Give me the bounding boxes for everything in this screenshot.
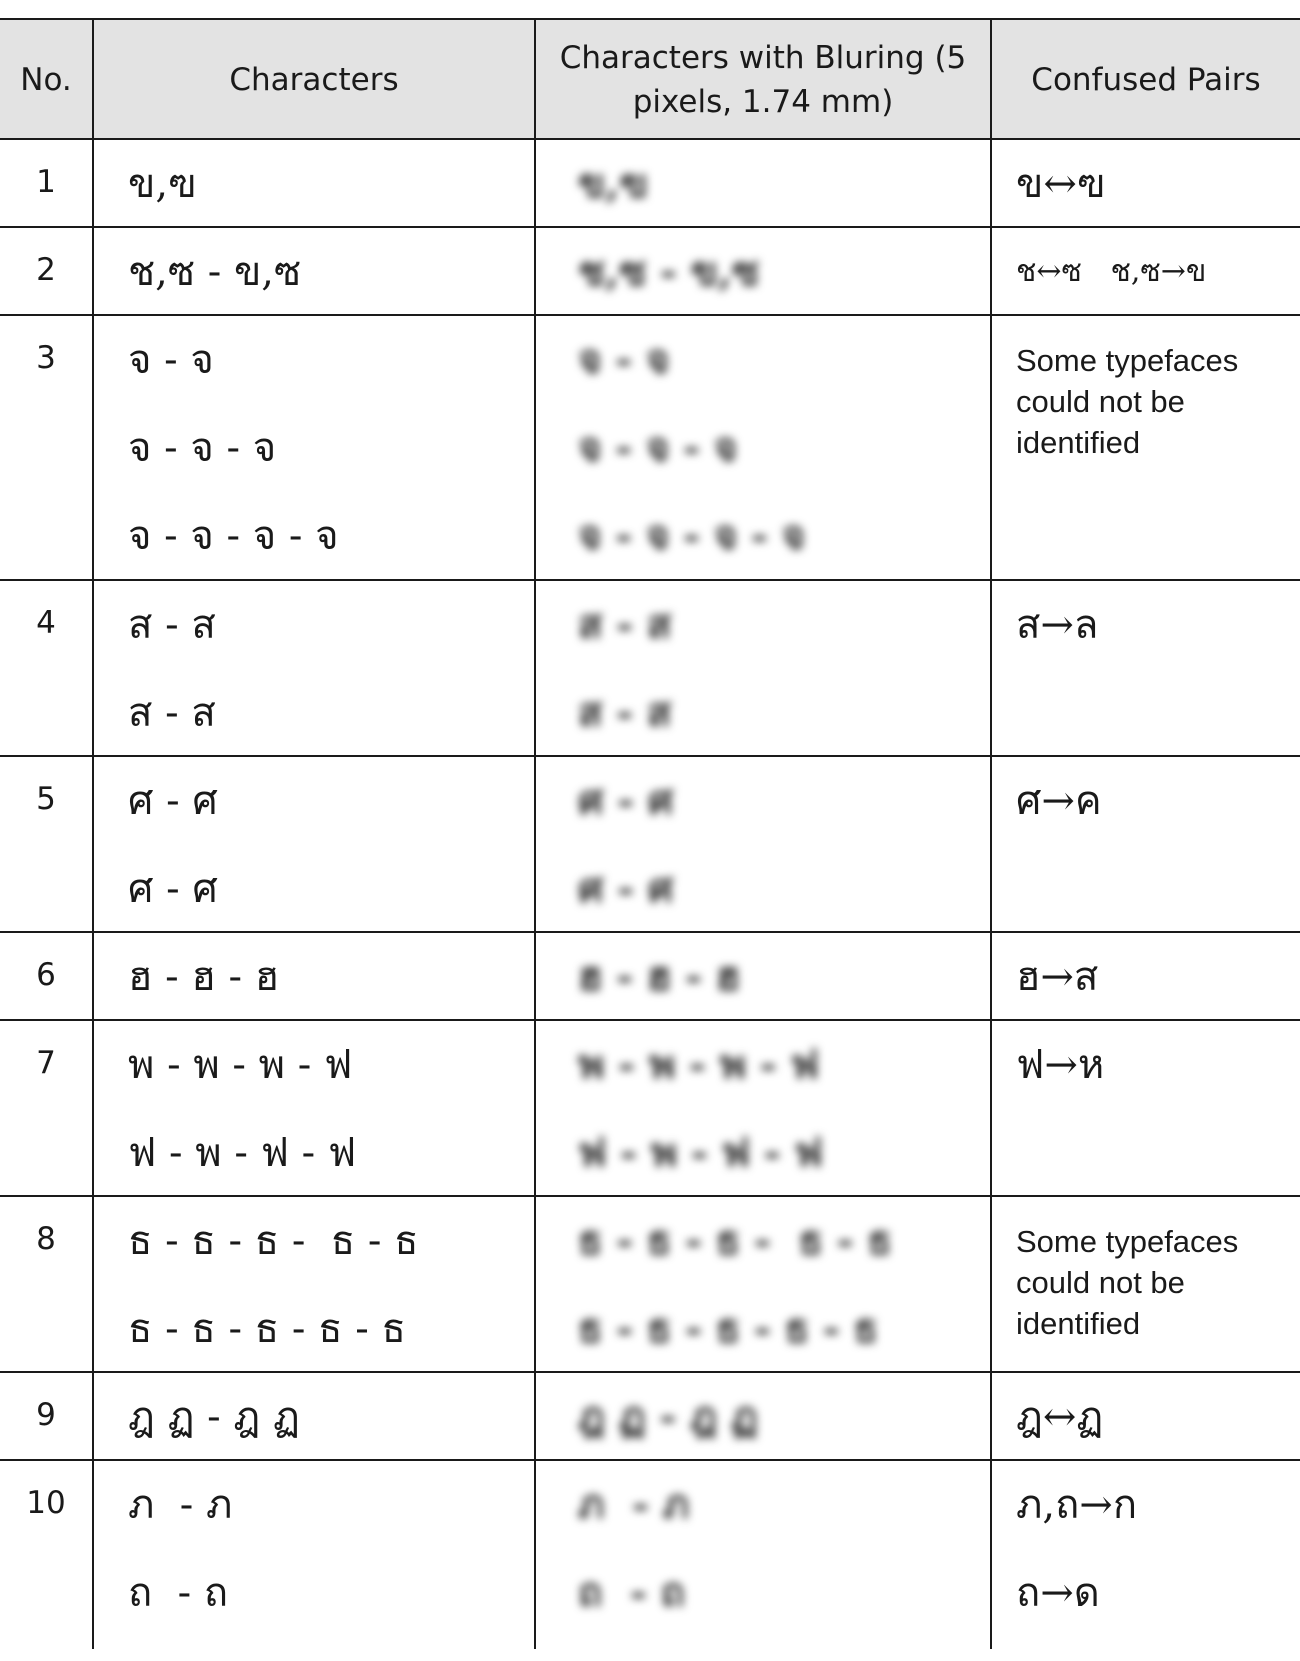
thai-characters: ส - ส: [128, 690, 216, 736]
thai-characters: ธ - ธ - ธ - ธ - ธ: [128, 1218, 419, 1264]
blurred-characters: ฮ - ฮ - ฮ: [578, 953, 741, 1000]
header-blurred: Characters with Bluring (5 pixels, 1.74 mm): [559, 40, 967, 120]
blurred-characters: จ - จ: [578, 336, 670, 383]
thai-characters: ธ - ธ - ธ - ธ - ธ: [128, 1306, 406, 1352]
header-no: No.: [20, 62, 72, 98]
blurred-characters: ส - ส: [578, 601, 672, 648]
row-number: 10: [26, 1485, 66, 1521]
table-row: [0, 1461, 1300, 1661]
column-divider: [990, 18, 992, 1649]
thai-characters: ศ - ศ: [128, 866, 218, 912]
confused-pair: ศ→ค: [1016, 778, 1102, 824]
confused-pair: ฟ→ห: [1016, 1042, 1105, 1088]
table-row: [0, 1021, 1300, 1197]
blurred-characters: ฟ - พ - ฟ - ฟ: [578, 1129, 823, 1176]
thai-characters: ช,ซ - ข,ซ: [128, 249, 302, 295]
table-row: [0, 140, 1300, 228]
thai-characters: ข,ฃ: [128, 161, 197, 207]
row-number: 5: [36, 781, 56, 817]
thai-characters: ถ - ถ: [128, 1570, 229, 1616]
confused-pair: ฎ↔ฏ: [1016, 1394, 1104, 1440]
blurred-characters: ส - ส: [578, 689, 672, 736]
row-number: 7: [36, 1045, 56, 1081]
table-row: [0, 1197, 1300, 1373]
confused-pair: ภ,ถ→ก: [1016, 1482, 1138, 1528]
blurred-characters: พ - พ - พ - ฟ: [578, 1041, 819, 1088]
blurred-characters: ศ - ศ: [578, 865, 674, 912]
row-number: 3: [36, 340, 56, 376]
confused-note: Some typefaces could not be identified: [1016, 1224, 1239, 1341]
thai-characters: จ - จ - จ - จ: [128, 513, 339, 559]
header-characters: Characters: [229, 62, 399, 98]
blurred-characters: ช,ซ - ข,ซ: [578, 248, 760, 295]
blurred-characters: ถ - ถ: [578, 1569, 685, 1616]
thai-characters: ฟ - พ - ฟ - ฟ: [128, 1130, 357, 1176]
blurred-characters: ภ - ภ: [578, 1481, 690, 1528]
thai-characters: พ - พ - พ - ฟ: [128, 1042, 353, 1088]
thai-characters: ฎ ฏ - ฎ ฏ: [128, 1394, 300, 1440]
thai-characters: จ - จ - จ: [128, 425, 277, 471]
confused-pair: ถ→ด: [1016, 1570, 1100, 1616]
column-divider: [92, 18, 94, 1649]
table-row: [0, 581, 1300, 757]
row-number: 2: [36, 252, 56, 288]
confused-pair: ช↔ซ ช,ซ→ข: [1016, 254, 1207, 289]
column-divider: [534, 18, 536, 1649]
row-number: 9: [36, 1397, 56, 1433]
thai-characters: ฮ - ฮ - ฮ: [128, 954, 280, 1000]
blurred-characters: จ - จ - จ - จ: [578, 512, 806, 559]
header-confused-pairs: Confused Pairs: [1031, 62, 1261, 98]
thai-characters: ภ - ภ: [128, 1482, 233, 1528]
table-header: [0, 18, 1300, 140]
row-number: 4: [36, 605, 56, 641]
confused-pair: ส→ล: [1016, 602, 1099, 648]
blurred-characters: ธ - ธ - ธ - ธ - ธ: [578, 1217, 892, 1264]
table-row: [0, 1373, 1300, 1461]
blurred-characters: ธ - ธ - ธ - ธ - ธ: [578, 1305, 878, 1352]
table-row: [0, 933, 1300, 1021]
thai-characters: ส - ส: [128, 602, 216, 648]
table-row: [0, 757, 1300, 933]
blurred-characters: ข,ฃ: [578, 160, 648, 207]
table-row: [0, 228, 1300, 316]
row-number: 8: [36, 1221, 56, 1257]
row-number: 1: [36, 164, 56, 200]
table-row: [0, 316, 1300, 581]
confused-pair: ข↔ฃ: [1016, 161, 1106, 207]
blurred-characters: จ - จ - จ: [578, 424, 738, 471]
thai-characters: ศ - ศ: [128, 778, 218, 824]
thai-characters: จ - จ: [128, 337, 214, 383]
confused-note: Some typefaces could not be identified: [1016, 343, 1239, 460]
confused-pair: ฮ→ส: [1016, 954, 1099, 1000]
blurred-characters: ศ - ศ: [578, 777, 674, 824]
row-number: 6: [36, 957, 56, 993]
blurred-characters: ฎ ฏ - ฎ ฏ: [578, 1393, 758, 1440]
